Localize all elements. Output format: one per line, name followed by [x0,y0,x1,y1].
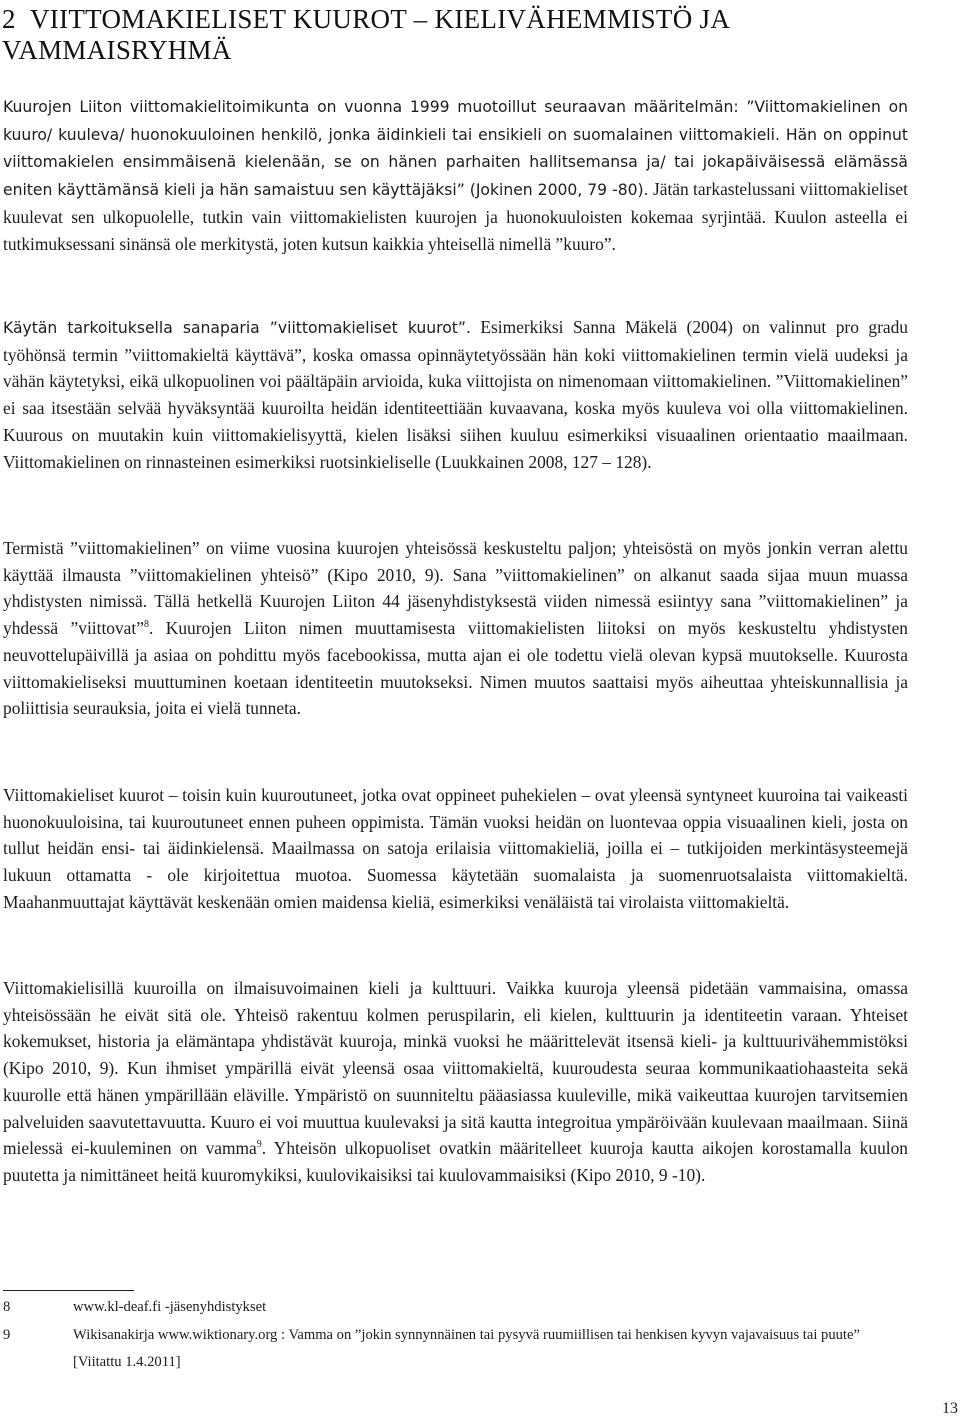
section-title: VIITTOMAKIELISET KUUROT – KIELIVÄHEMMISTÖ JA VAMMAISRYHMÄ [2,4,729,65]
paragraph-definition-part2: Jätän tarkastelussani viittomakieliset kuulevat sen ulkopuolelle, tutkin vain viittomakielisten kuurojen ja huonokuuloisten kokemaa syrjintää. Kuulon asteella ei tutkimuksessani sinänsä ole merkitystä, joten kutsun kaikkia yhteisellä nimellä ”kuuro”. [3,179,908,254]
paragraph-community-term-part1: Termistä ”viittomakielinen” on viime vuosina kuurojen yhteisössä keskusteltu paljon; yhteisöstä on myös jonkin verran alettu käyttää ilmausta ”viittomakielinen yhteisö” (Kipo 2010, 9). Sana ”viittomakielinen” on alkanut saada sijaa muun muassa yhdistysten nimissä. Tällä hetkellä Kuurojen Liiton 44 jäsenyhdistyksestä viiden nimessä esiintyy sana ”viittomakielinen” ja yhdessä ”viittovat” [3,538,908,639]
footnote-divider [3,1290,134,1291]
paragraph-community-term [3,535,908,722]
paragraph-terminology-part2: Esimerkiksi Sanna Mäkelä (2004) on valinnut pro gradu työhönsä termin ”viittomakieltä käyttävä”, koska omassa opinnäytetyössään hän koki viittomakielinen termin vielä uudeksi ja vähän käytetyksi, eikä ulkopuolinen voi päältäpäin arvioida, kuka viittojista on nimenomaan viittomakielinen. ”Viittomakielinen” ei saa itsestään selvää hyväksyntää kuuroilta heidän identiteettiään kuvaavana, koska myös kuuleva voi olla viittomakielinen. Kuurous on muutakin kuin viittomakielisyyttä, kielen lisäksi siihen kuuluu esimerkiksi visuaalinen orientaatio maailmaan. Viittomakielinen on rinnasteinen esimerkiksi ruotsinkieliselle (Luukkainen 2008, 127 – 128). [3,317,908,472]
footnote-number: 9 [3,1327,11,1343]
paragraph-sign-languages-text: Viittomakieliset kuurot – toisin kuin kuuroutuneet, jotka ovat oppineet puhekielen – ovat yleensä syntyneet kuuroina tai vaikeasti huonokuuloisina, tai kuuroutuneet ennen puheen oppimista. Tämän vuoksi heidän on luontevaa oppia visuaalinen kieli, josta on tullut heidän ensi- tai äidinkielensä. Maailmassa on satoja erilaisia viittomakieliä, joilla ei – tutkijoiden merkintäsysteemejä lukuun ottamatta - ole kirjoitettua muotoa. Suomessa käytetään suomalaista ja suomenruotsalaista viittomakieltä. Maahanmuuttajat käyttävät keskenään omien maidensa kieliä, esimerkiksi venäläistä tai virolaista viittomakieltä. [3,785,908,912]
paragraph-culture [3,975,908,1189]
footnote-ref-8: 8 [143,619,149,631]
paragraph-terminology [3,314,908,475]
footnote-text: www.kl-deaf.fi -jäsenyhdistykset [73,1299,267,1315]
section-heading [2,4,912,66]
paragraph-sign-languages [3,782,908,916]
paragraph-community-term-part2: . Kuurojen Liiton nimen muuttamisesta viittomakielisten liitoksi on myös keskusteltu yhdistysten neuvottelupäivillä ja asiaa on pohdittu myös facebookissa, mutta ajan ei ole todettu vielä olevan kypsä muutokselle. Kuurosta viittomakieliseksi muuttuminen koetaan identiteetin muutokseksi. Nimen muutos saattaisi myös aiheuttaa yhteiskunnallisia ja poliittisia seurauksia, joita ei vielä tunneta. [3,618,909,719]
page-number: 13 [942,1400,958,1417]
footnote-text: Wikisanakirja www.wiktionary.org : Vamma on ”jokin synnynnäinen tai pysyvä ruumiillisen tai henkisen kyvyn vajavaisuus tai puute” [Viitattu 1.4.2011] [73,1327,860,1370]
section-number: 2 [2,4,16,34]
paragraph-definition [3,93,908,257]
footnote-ref-9: 9 [256,1139,262,1151]
paragraph-terminology-part1: Käytän tarkoituksella sanaparia ”viittomakieliset kuurot”. [3,319,471,337]
paragraph-culture-part1: Viittomakielisillä kuuroilla on ilmaisuvoimainen kieli ja kulttuuri. Vaikka kuuroja yleensä pidetään vammaisina, omassa yhteisössään he eivät sitä ole. Yhteisö rakentuu kolmen peruspilarin, eli kielen, kulttuurin ja identiteetin varaan. Yhteiset kokemukset, historia ja elämäntapa yhdistävät kuuroja, minkä vuoksi he määrittelevät itsensä kieli- ja kulttuurivähemmistöksi (Kipo 2010, 9). Kun ihmiset ympärillä eivät yleensä osaa viittomakieltä, kuuroudesta seuraa kommunikaatiohaasteita sekä kuurolle että hänen ympärillään eläville. Ympäristö on suunniteltu pääasiassa kuuleville, mikä vaikeuttaa kuurojen tarvitsemien palveluiden saavutettavuutta. Kuuro ei voi muuttua kuulevaksi ja sitä kautta integroitua ympäröivään kuulevaan maailmaan. Siinä mielessä ei-kuuleminen on vamma [3,978,908,1159]
paragraph-definition-part1: Kuurojen Liiton viittomakielitoimikunta on vuonna 1999 muotoillut seuraavan määritelmän: ”Viittomakielinen on kuuro/ kuuleva/ huonokuuloinen henkilö, jonka äidinkieli tai ensikieli on suomalainen viittomakieli. Hän on oppinut viittomakielen ensimmäisenä kielenään, se on hänen parhaiten hallitsemansa ja/ tai jokapäiväisessä elämässä eniten käyttämänsä kieli ja hän samaistuu sen käyttäjäksi” (Jokinen 2000, 79 -80). [3,98,908,200]
paragraph-culture-part2: . Yhteisön ulkopuoliset ovatkin määritelleet kuuroja kautta aikojen korostamalla kuulon puutetta ja nimittäneet heitä kuuromykiksi, kuulovikaisiksi tai kuulovammaisiksi (Kipo 2010, 9 -10). [3,1138,908,1185]
footnote-number: 8 [3,1299,11,1315]
